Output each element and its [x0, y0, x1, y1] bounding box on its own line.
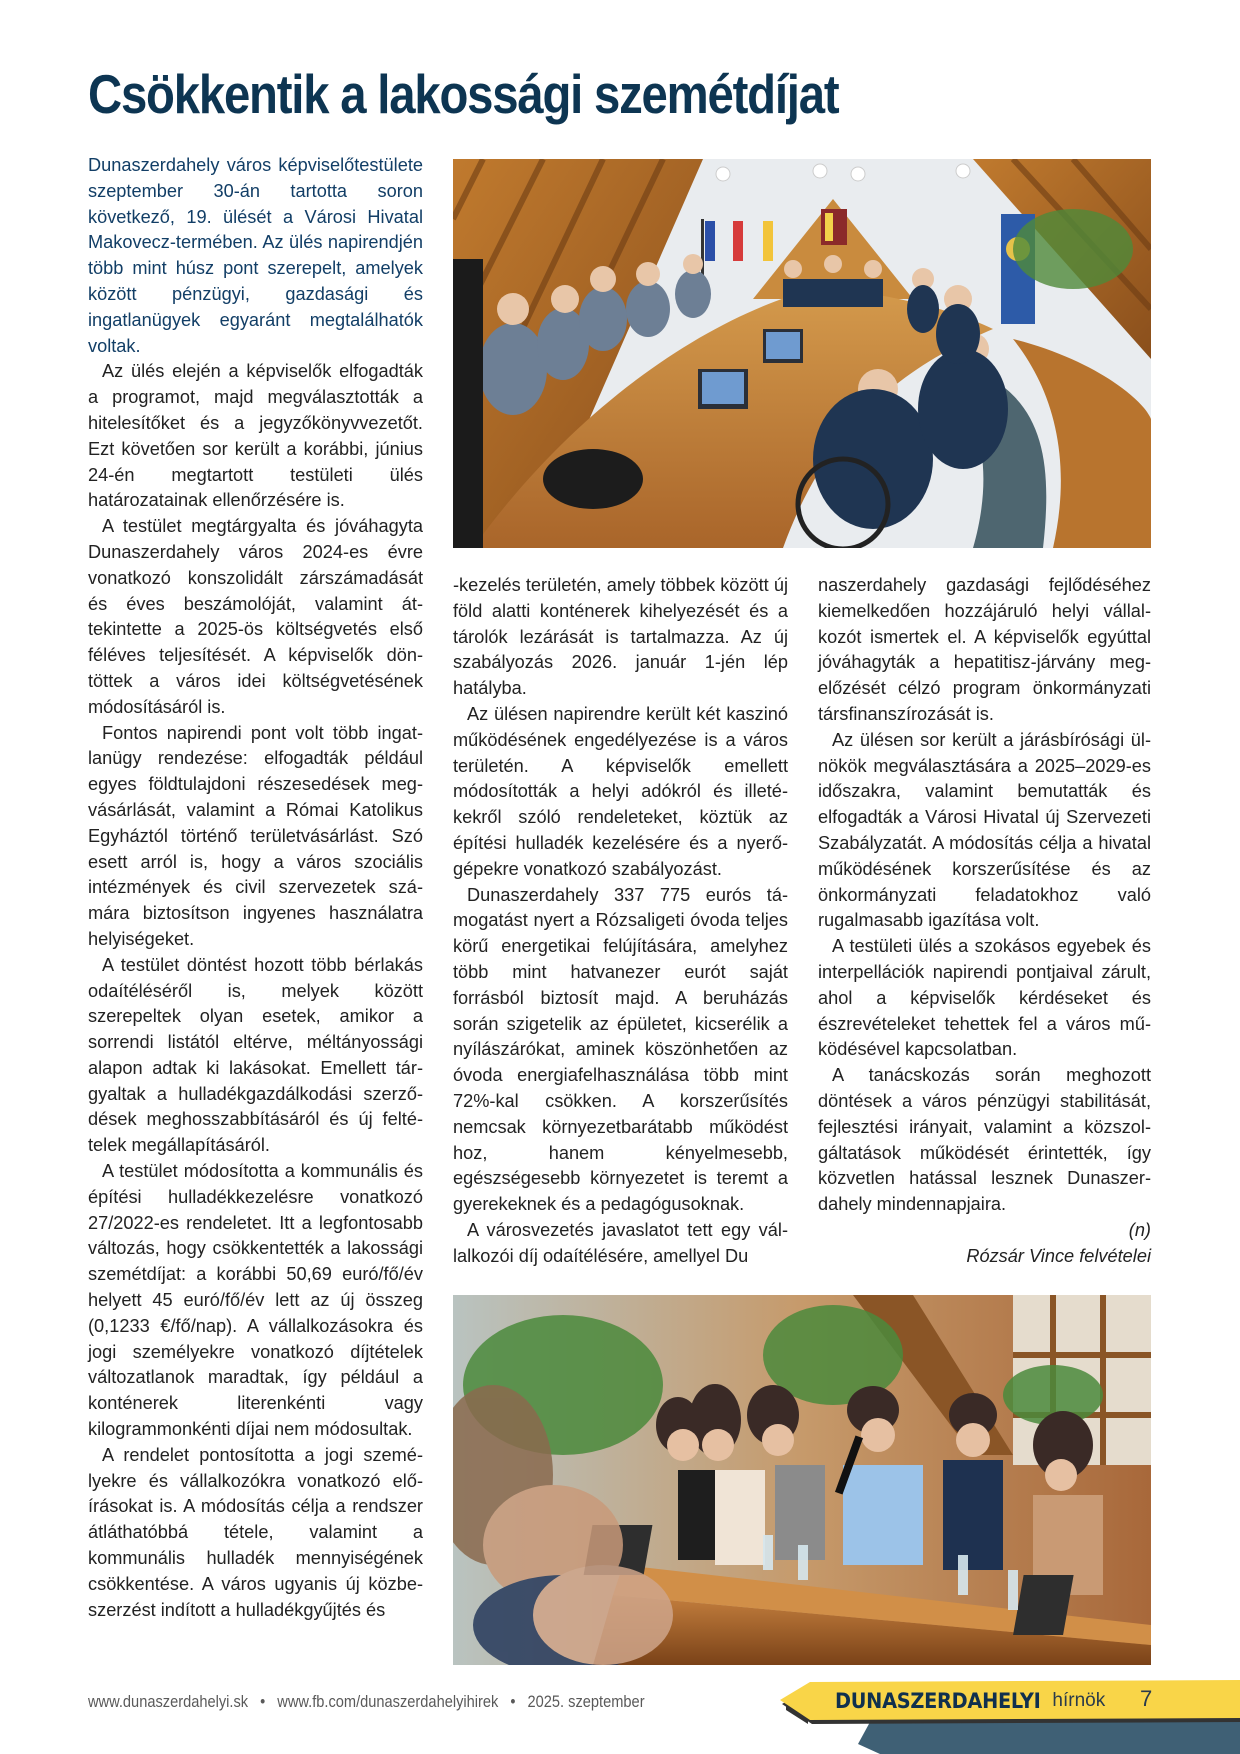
paragraph: Dunaszerdahely 337 775 eurós támogatást nyert a Rózsaligeti óvoda teljes körű energetikai felújítására, amelyhez több mint hatvanezer eurót saját forrásból biztosít majd. A beruházás során szigetelik az épületet, kicserélik a nyílászárókat, aminek köszönhetően az óvoda energiafelhasználása több mint 72%-kal csökken. A korszerűsítés nemcsak környezetbarátabb működést hoz, hanem kényelmesebb, egészségesebb környezetet is teremt a gyerekeknek és a pedagógusoknak. — [453, 884, 788, 1215]
logo-subtitle: hírnök — [1052, 1690, 1106, 1711]
article-column-3 — [818, 573, 1151, 1270]
paragraph: A tanácskozás során meghozott döntések a város pénzügyi stabilitását, fejlesztési irányait, valamint a közszolgáltatások működését érintették, így közvetlen hatással lesznek Dunaszerdahely mindennapjaira. — [818, 1065, 1151, 1215]
author-signature: (n) — [1128, 1219, 1151, 1240]
article-column-1 — [88, 153, 423, 1623]
paragraph: Az ülésen napirendre került két kaszinó működésének engedélyezése is a város területén. A képviselők emellett módosították a helyi adókról és illetékekről szóló rendeleteket, köztük az építési hulladék kezelésére és a nyerőgépekre vonatkozó szabályozást. — [453, 703, 788, 879]
paragraph: -kezelés területén, amely többek között új föld alatti konténerek kihelyezését és a tárolók lezárását is tartalmazza. Az új szabályozás 2026. január 1-jén lép hatályba. — [453, 575, 788, 699]
logo-text: DUNASZERDAHELYI — [835, 1689, 1041, 1713]
facebook-link[interactable]: www.fb.com/dunaszerdahelyihirek — [277, 1692, 499, 1711]
paragraph: A városvezetés javaslatot tett egy vállalkozói díj odaítélésére, amellyel Du — [453, 1219, 788, 1266]
paragraph: A rendelet pontosította a jogi személyekre és vállalkozókra vonatkozó előírásokat is. A módosítás célja a rendszer átláthatóbbá tétele, valamint a kommunális hulladék mennyiségének csökkentése. A város ugyanis új közbeszerzést indított a hulladékgyűjtés és — [88, 1444, 423, 1620]
paragraph: Az ülés elején a képviselők elfogadták a programot, majd megválasztották a hitelesítőket és a jegyzőkönyvvezetőt. Ezt követően sor került a korábbi, június 24-én megtartott testületi ülés határozatainak ellenőrzésére is. — [88, 361, 423, 511]
article-column-2 — [453, 573, 788, 1270]
issue-date: 2025. szeptember — [527, 1692, 645, 1711]
page-number: 7 — [1140, 1686, 1153, 1711]
paragraph: Fontos napirendi pont volt több ingatlanügy rendezése: elfogadták például egyes földtulajdoni részesedések megvásárlását, valamint a Római Katolikus Egyháztól történő területvásárlást. Szó esett arról is, hogy a város szociális intézmények és civil szervezetek számára biztosítson ingyenes használatra helyiségeket. — [88, 722, 423, 949]
paragraph: A testületi ülés a szokásos egyebek és interpellációk napirendi pontjaival zárult, ahol a képviselők kérdéseket és észrevételeket tehettek fel a város működésével kapcsolatban. — [818, 936, 1151, 1060]
paragraph: Az ülésen sor került a járásbírósági ülnökök megválasztására a 2025–2029-es időszakra, valamint bemutatták és elfogadták a Városi Hivatal új Szervezeti Szabályzatát. A módosítás célja a hivatal működésének korszerűsítése és az önkormányzati feladatokhoz való rugalmasabb igazítása volt. — [818, 729, 1151, 931]
paragraph: A testület módosította a kommunális és építési hulladékkezelésre vonatkozó 27/2022-es rendeletet. Itt a legfontosabb változás, hogy csökkentették a lakossági szemétdíjat: a korábbi 50,69 euró/fő/év helyett 45 euró/fő/év lett az új összeg (0,1233 €/fő/nap). A vállalkozásokra és jogi személyekre vonatkozó díjtételek változatlanok maradtak, így például a konténerek literenkénti vagy kilogrammonkénti díjai nem módosultak. — [88, 1161, 423, 1440]
website-link[interactable]: www.dunaszerdahelyi.sk — [88, 1692, 249, 1711]
article-title: Csökkentik a lakossági szemétdíjat — [88, 63, 839, 125]
council-hall-image — [453, 159, 1151, 548]
publication-logo — [835, 1684, 1105, 1718]
footer-links — [88, 1692, 645, 1712]
photo-council-hall — [453, 159, 1151, 548]
article-lead: Dunaszerdahely város képviselőtestülete szeptember 30-án tartotta soron következő, 19. ülését a Városi Hivatal Makovecz-termében. Az ülés napirendjén több mint húsz pont szerepelt, amelyek között pénzügyi, gazdasági és ingatlanügyek egyaránt megtalálhatók voltak. — [88, 155, 423, 356]
photo-credit: Rózsár Vince felvételei — [966, 1245, 1151, 1266]
paragraph: naszerdahely gazdasági fejlődéséhez kiemelkedően hozzájáruló helyi vállalkozót ismertek el. A képviselők egyúttal jóváhagyták a hepatitisz-járvány megelőzését célzó program önkormányzati társfinanszírozását is. — [818, 575, 1151, 724]
paragraph: A testület döntést hozott több bérlakás odaítéléséről is, melyek között szerepeltek olyan esetek, amikor a sorrendi listától eltérve, méltányossági alapon adtak ki lakásokat. Emellett tárgyaltak a hulladékgazdálkodási szerződések meghosszabbításáról és új feltételek megállapításáról. — [88, 954, 423, 1156]
separator: • — [260, 1692, 266, 1711]
paragraph: A testület megtárgyalta és jóváhagyta Dunaszerdahely város 2024-es évre vonatkozó konszolidált zárszámadását és éves beszámolóját, valamint áttekintette a 2025-ös költségvetés első féléves teljesítését. A képviselők döntöttek a város idei költségvetésének módosításáról is. — [88, 516, 423, 717]
photo-council-members — [453, 1295, 1151, 1665]
separator: • — [510, 1692, 516, 1711]
council-members-image — [453, 1295, 1151, 1665]
